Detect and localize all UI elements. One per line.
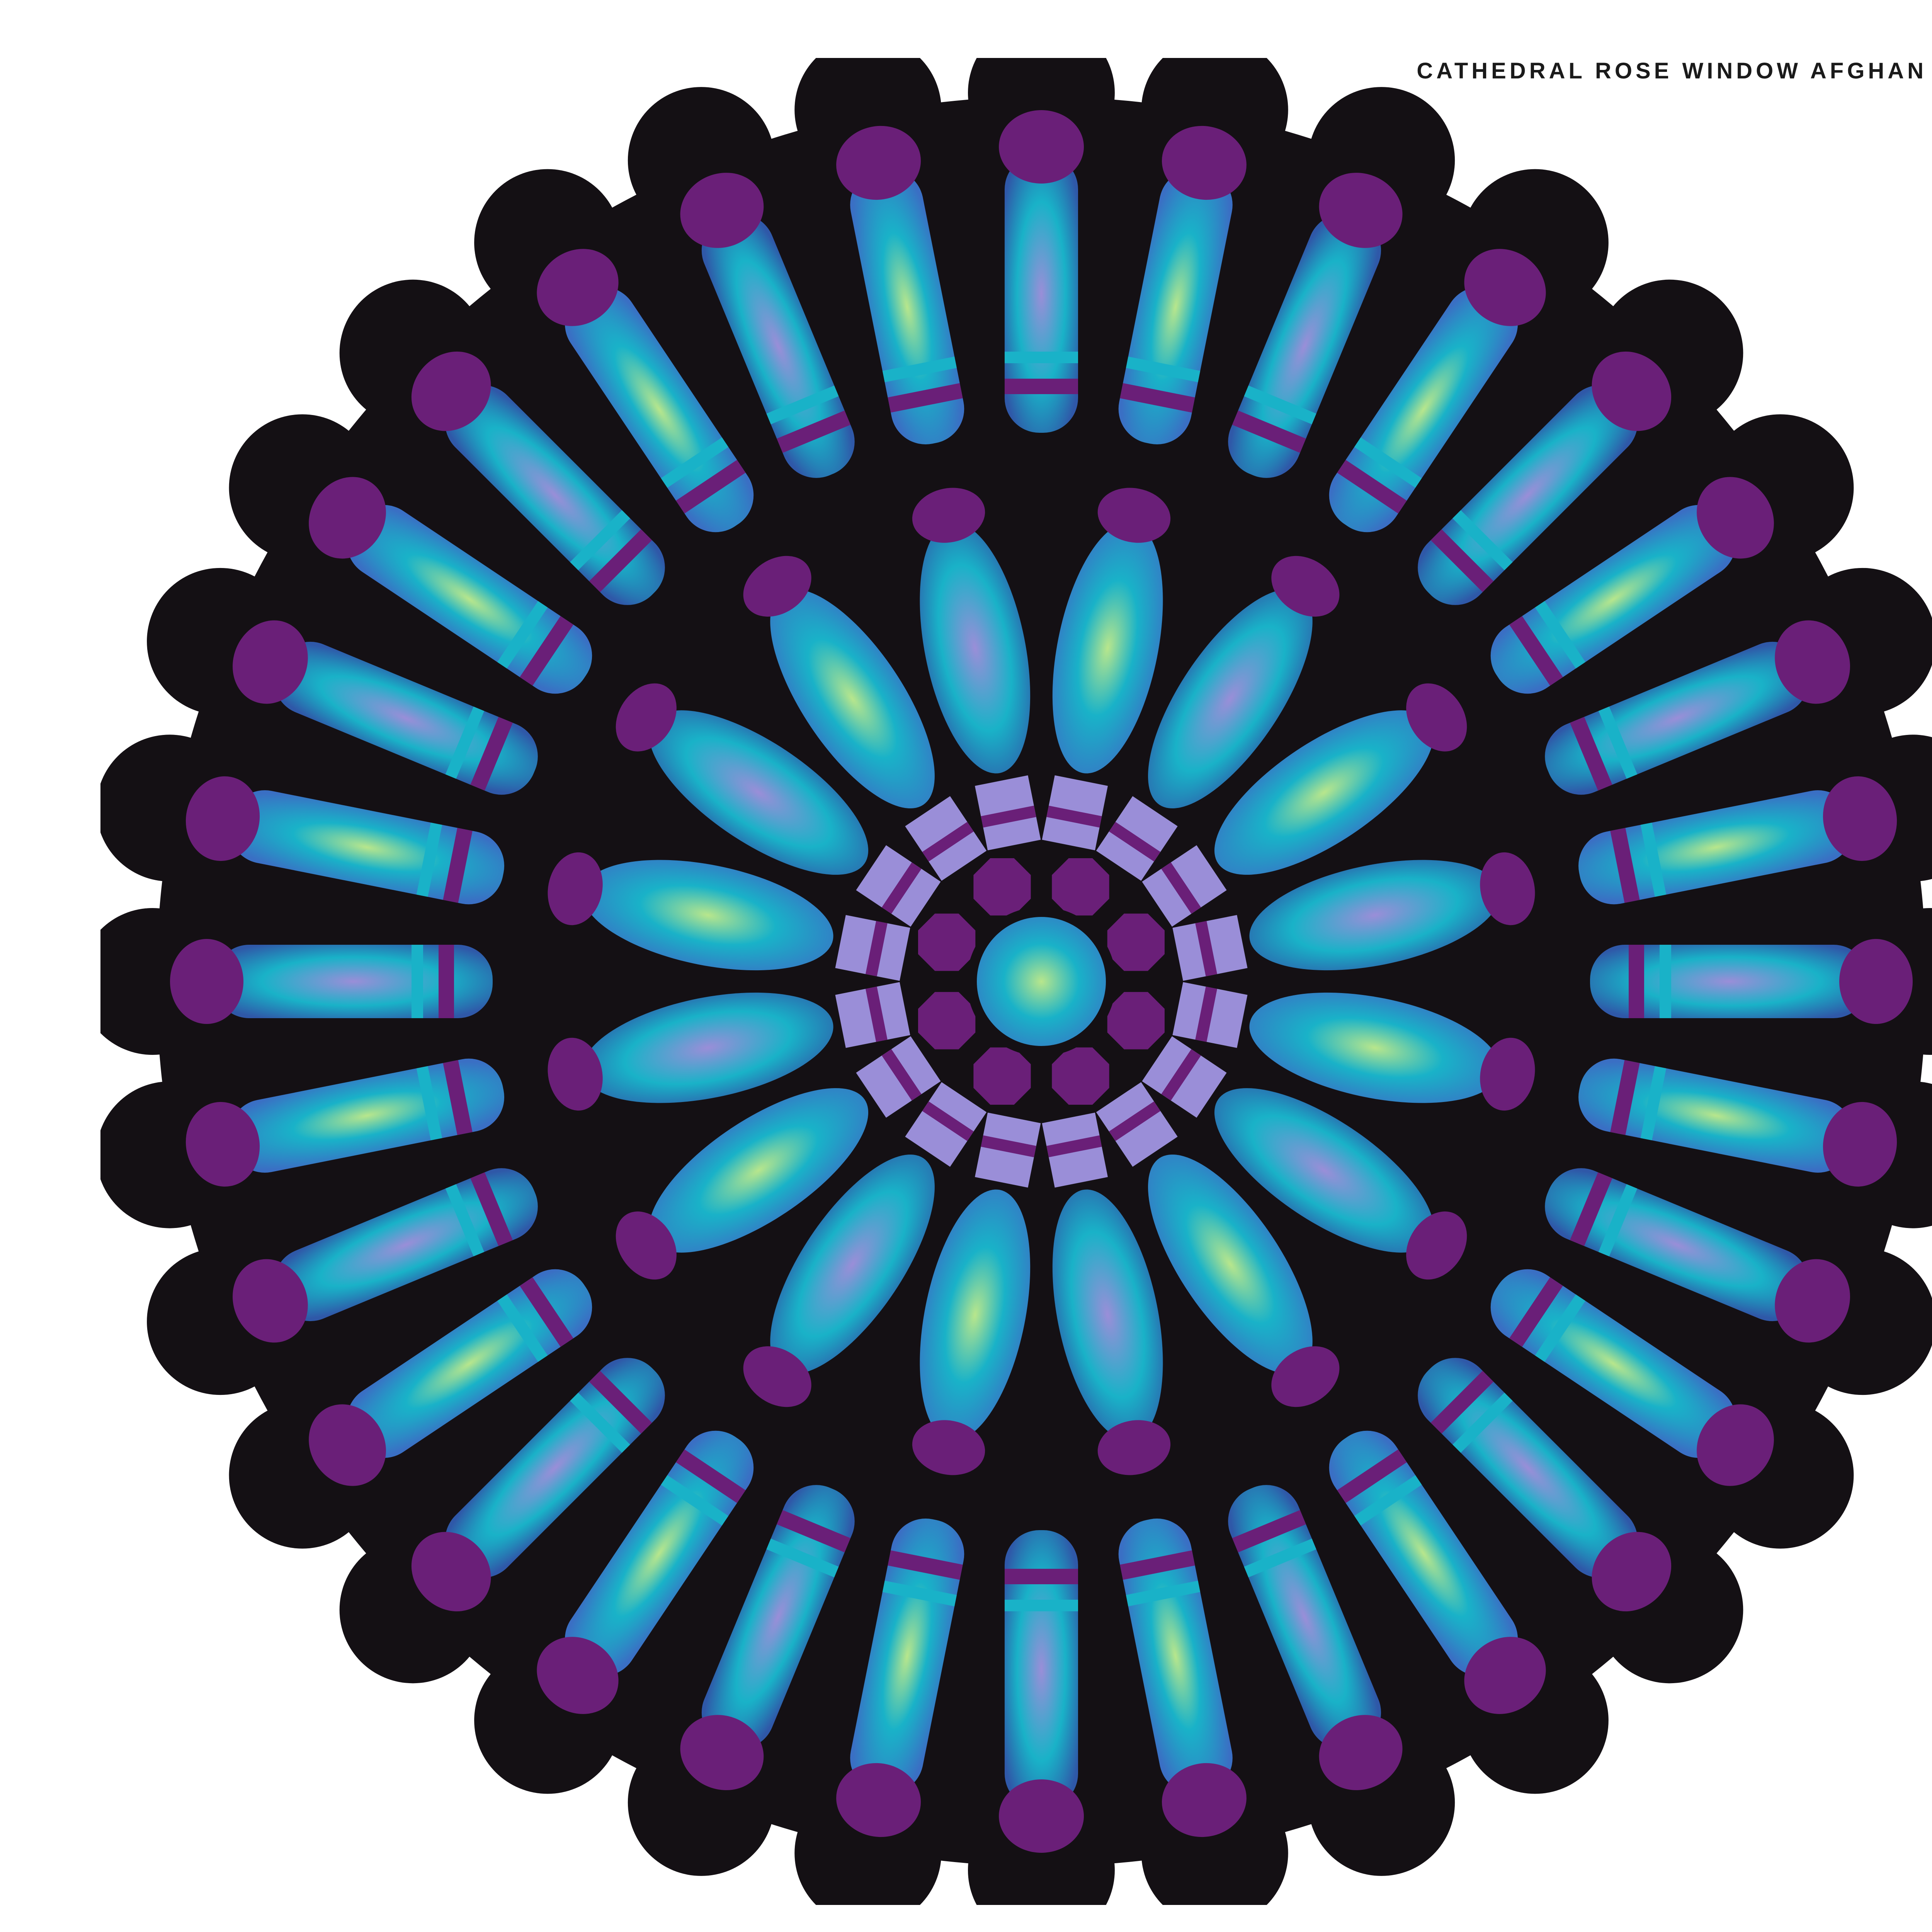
outer-window xyxy=(999,1530,1084,1853)
purple-band xyxy=(1629,945,1644,1018)
purple-tip xyxy=(999,1779,1084,1853)
purple-band xyxy=(1005,379,1078,394)
header-title: CATHEDRAL ROSE WINDOW AFGHAN xyxy=(1417,58,1927,83)
turquoise-band xyxy=(412,945,423,1018)
outer-window xyxy=(170,939,493,1024)
purple-tip xyxy=(999,110,1084,184)
turquoise-band xyxy=(1660,945,1671,1018)
center-glass xyxy=(972,912,1111,1051)
purple-tip xyxy=(1839,939,1913,1024)
turquoise-band xyxy=(1005,352,1078,363)
cathedral-rose-window-afghan-photo xyxy=(100,58,1932,1905)
turquoise-band xyxy=(1005,1600,1078,1611)
purple-band xyxy=(439,945,454,1018)
outer-window xyxy=(1590,939,1913,1024)
purple-tip xyxy=(170,939,243,1024)
purple-band xyxy=(1005,1569,1078,1584)
outer-window xyxy=(999,110,1084,433)
